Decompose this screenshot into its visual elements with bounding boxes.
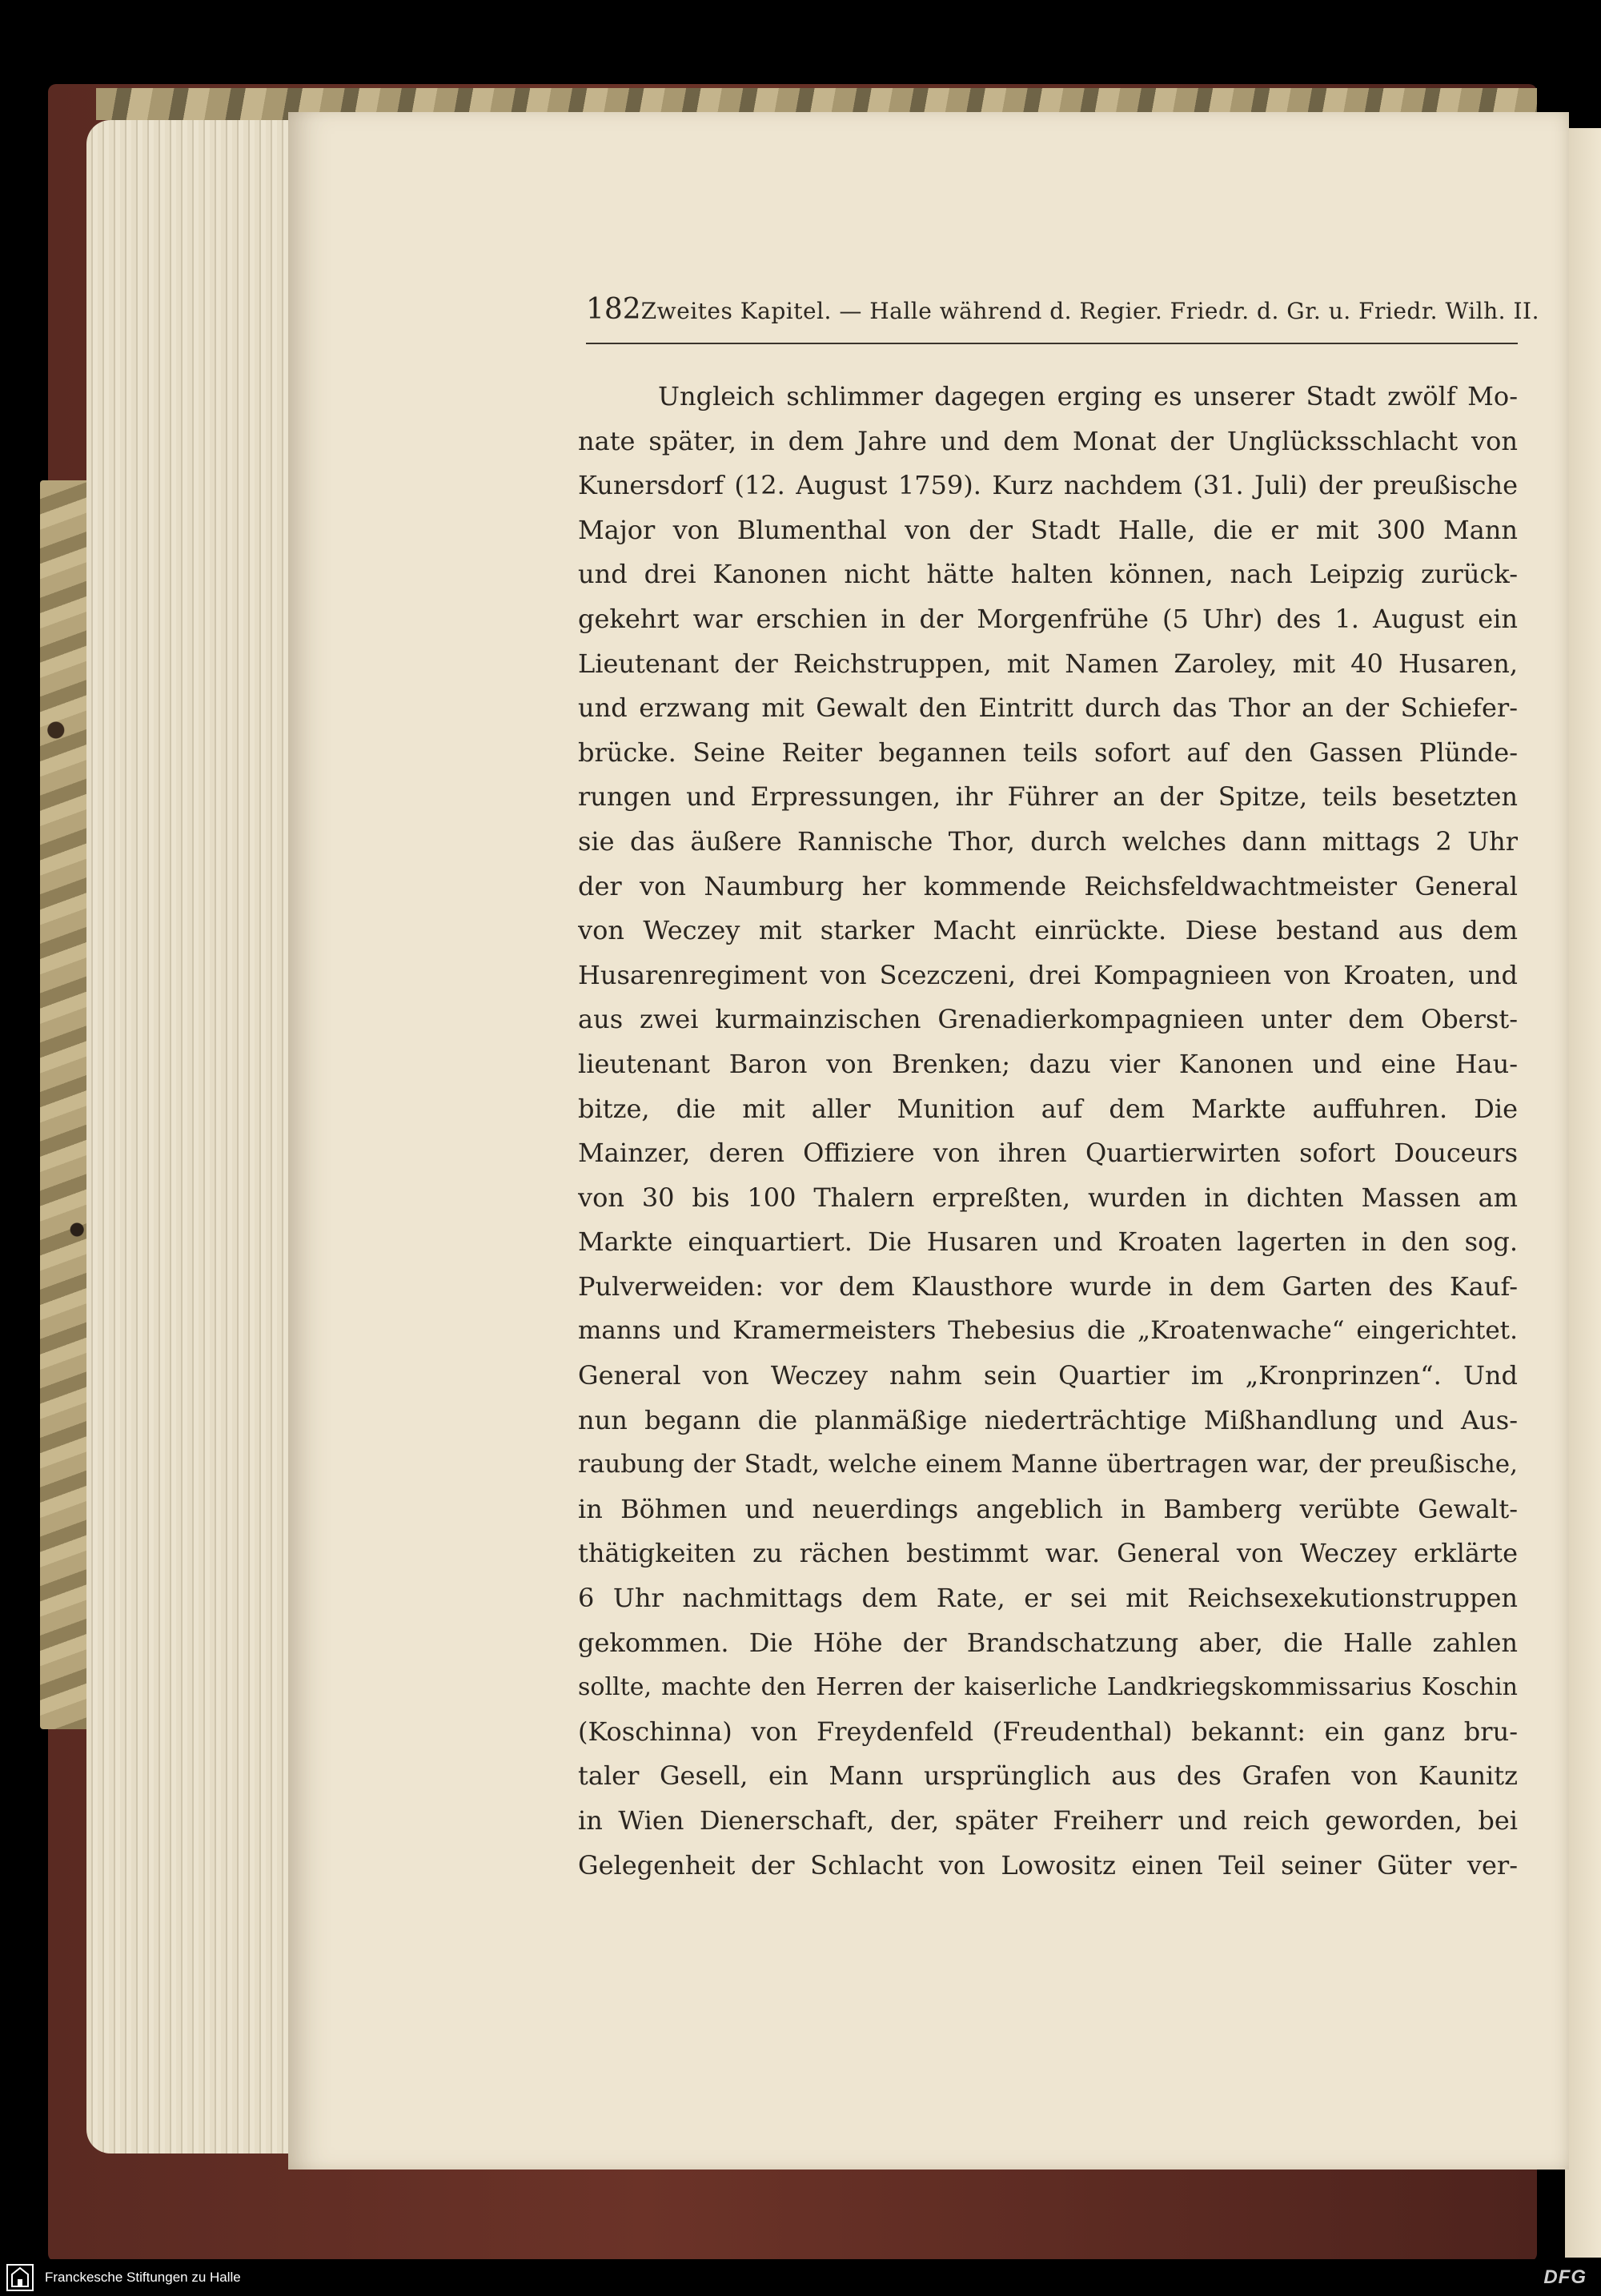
funder-logo: DFG bbox=[1543, 2266, 1587, 2288]
text-line: Ungleich schlimmer dagegen erging es unserer Stadt zwölf Mo- bbox=[658, 381, 1518, 411]
text-line: von 30 bis 100 Thalern erpreßten, wurden in dichten Massen am bbox=[578, 1182, 1518, 1213]
text-line: Markte einquartiert. Die Husaren und Kroaten lagerten in den sog. bbox=[578, 1226, 1518, 1258]
text-line: gekehrt war erschien in der Morgenfrühe (5 Uhr) des 1. August ein bbox=[578, 603, 1518, 634]
text-line: General von Weczey nahm sein Quartier im „Kronprinzen“. Und bbox=[578, 1360, 1518, 1391]
text-line: Gelegenheit der Schlacht von Lowositz einen Teil seiner Güter ver- bbox=[578, 1849, 1518, 1881]
text-line: von Weczey mit starker Macht einrückte. Diese bestand aus dem bbox=[578, 915, 1518, 946]
text-line: (Koschinna) von Freydenfeld (Freudenthal) bekannt: ein ganz bru- bbox=[578, 1716, 1518, 1747]
text-line: Lieutenant der Reichstruppen, mit Namen Zaroley, mit 40 Husaren, bbox=[578, 648, 1518, 679]
text-line: lieutenant Baron von Brenken; dazu vier Kanonen und eine Hau- bbox=[578, 1048, 1518, 1079]
page-edges bbox=[86, 120, 295, 2154]
running-title: Zweites Kapitel. — Halle während d. Regier. Friedr. d. Gr. u. Friedr. Wilh. II. bbox=[640, 298, 1539, 324]
running-head bbox=[586, 293, 1539, 336]
text-line: Major von Blumenthal von der Stadt Halle, die er mit 300 Mann bbox=[578, 514, 1518, 545]
marbled-endpaper bbox=[40, 480, 93, 1729]
text-line: thätigkeiten zu rächen bestimmt war. General von Weczey erklärte bbox=[578, 1538, 1518, 1569]
text-line: taler Gesell, ein Mann ursprünglich aus des Grafen von Kaunitz bbox=[578, 1760, 1518, 1792]
text-line: in Wien Dienerschaft, der, später Freiherr und reich geworden, bei bbox=[578, 1805, 1518, 1836]
text-line: der von Naumburg her kommende Reichsfeldwachtmeister General bbox=[578, 870, 1518, 901]
text-line: Kunersdorf (12. August 1759). Kurz nachdem (31. Juli) der preußische bbox=[578, 470, 1518, 501]
text-line: gekommen. Die Höhe der Brandschatzung aber, die Halle zahlen bbox=[578, 1627, 1518, 1658]
page-number: 182 bbox=[586, 293, 641, 326]
text-line: und drei Kanonen nicht hätte halten können, nach Leipzig zurück- bbox=[578, 559, 1518, 590]
text-line: brücke. Seine Reiter begannen teils sofort auf den Gassen Plünde- bbox=[578, 737, 1518, 768]
institution-name: Franckesche Stiftungen zu Halle bbox=[45, 2270, 241, 2285]
text-line: nun begann die planmäßige niederträchtige Mißhandlung und Aus- bbox=[578, 1404, 1518, 1435]
text-line: Husarenregiment von Scezczeni, drei Kompagnieen von Kroaten, und bbox=[578, 959, 1518, 990]
text-line: in Böhmen und neuerdings angeblich in Bamberg verübte Gewalt- bbox=[578, 1493, 1518, 1524]
header-rule bbox=[586, 343, 1518, 344]
text-line: raubung der Stadt, welche einem Manne übertragen war, der preußische, bbox=[578, 1450, 1518, 1479]
text-line: aus zwei kurmainzischen Grenadierkompagnieen unter dem Oberst- bbox=[578, 1004, 1518, 1035]
text-line: sie das äußere Rannische Thor, durch welches dann mittags 2 Uhr bbox=[578, 825, 1518, 857]
text-line: Pulverweiden: vor dem Klausthore wurde in dem Garten des Kauf- bbox=[578, 1270, 1518, 1302]
text-line: rungen und Erpressungen, ihr Führer an der Spitze, teils besetzten bbox=[578, 781, 1518, 813]
institution-logo-icon bbox=[5, 2262, 35, 2293]
text-line: Mainzer, deren Offiziere von ihren Quartierwirten sofort Douceurs bbox=[578, 1138, 1518, 1169]
text-line: 6 Uhr nachmittags dem Rate, er sei mit Reichsexekutionstruppen bbox=[578, 1583, 1518, 1614]
body-text bbox=[578, 375, 1518, 1888]
text-line: und erzwang mit Gewalt den Eintritt durch das Thor an der Schiefer- bbox=[578, 692, 1518, 724]
text-line: nate später, in dem Jahre und dem Monat der Unglücksschlacht von bbox=[578, 425, 1518, 456]
footer-bar bbox=[0, 2259, 1601, 2296]
text-line: sollte, machte den Herren der kaiserliche Landkriegskommissarius Koschin bbox=[578, 1673, 1518, 1702]
next-page-edge bbox=[1565, 128, 1601, 2258]
text-line: manns und Kramermeisters Thebesius die „Kroatenwache“ eingerichtet. bbox=[578, 1316, 1518, 1346]
text-line: bitze, die mit aller Munition auf dem Markte auffuhren. Die bbox=[578, 1093, 1518, 1124]
